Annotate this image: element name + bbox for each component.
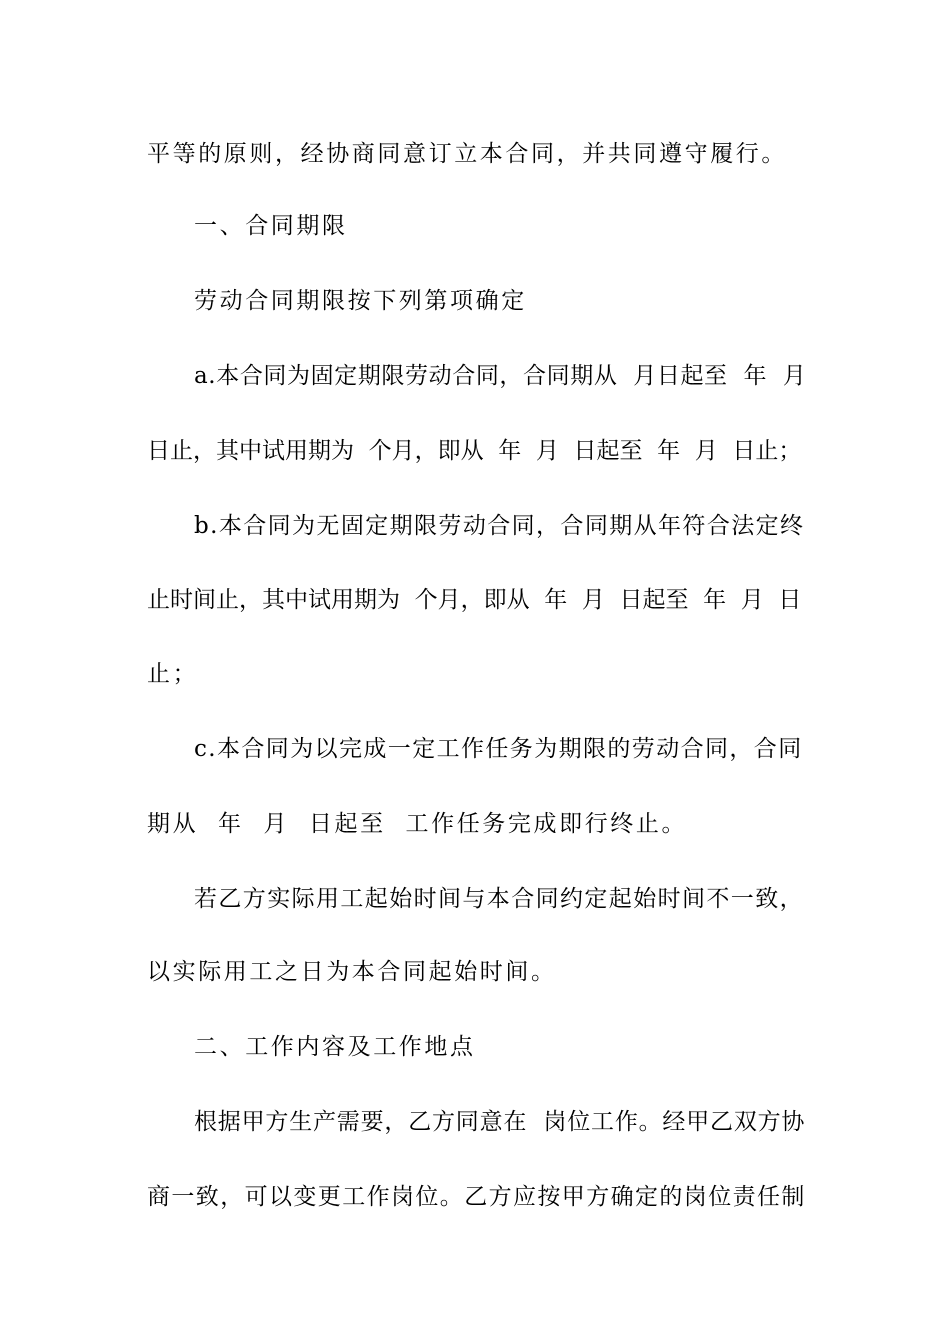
paragraph-line: 止； [147, 661, 199, 687]
paragraph-line: 期从 年 月 日起至 工作任务完成即行终止。 [147, 811, 688, 837]
paragraph-line: c.本合同为以完成一定工作任务为期限的劳动合同，合同 [194, 736, 803, 762]
paragraph-line: 平等的原则，经协商同意订立本合同，并共同遵守履行。 [147, 141, 787, 167]
paragraph-line: a.本合同为固定期限劳动合同，合同期从 月日起至 年 月 [194, 363, 807, 389]
paragraph-line: 根据甲方生产需要，乙方同意在 岗位工作。经甲乙双方协 [194, 1109, 806, 1135]
paragraph-line: 以实际用工之日为本合同起始时间。 [147, 959, 557, 985]
paragraph-line: 若乙方实际用工起始时间与本合同约定起始时间不一致， [194, 886, 804, 912]
paragraph-line: b.本合同为无固定期限劳动合同，合同期从年符合法定终 [194, 513, 805, 539]
paragraph-line: 止时间止，其中试用期为 个月，即从 年 月 日起至 年 月 日 [147, 587, 802, 613]
paragraph-line: 商一致，可以变更工作岗位。乙方应按甲方确定的岗位责任制 [147, 1184, 806, 1210]
paragraph-line: 劳动合同期限按下列第项确定 [194, 288, 527, 314]
section-heading: 二、工作内容及工作地点 [194, 1034, 476, 1060]
paragraph-line: 日止，其中试用期为 个月，即从 年 月 日起至 年 月 日止； [147, 438, 802, 464]
section-heading: 一、合同期限 [194, 213, 348, 239]
